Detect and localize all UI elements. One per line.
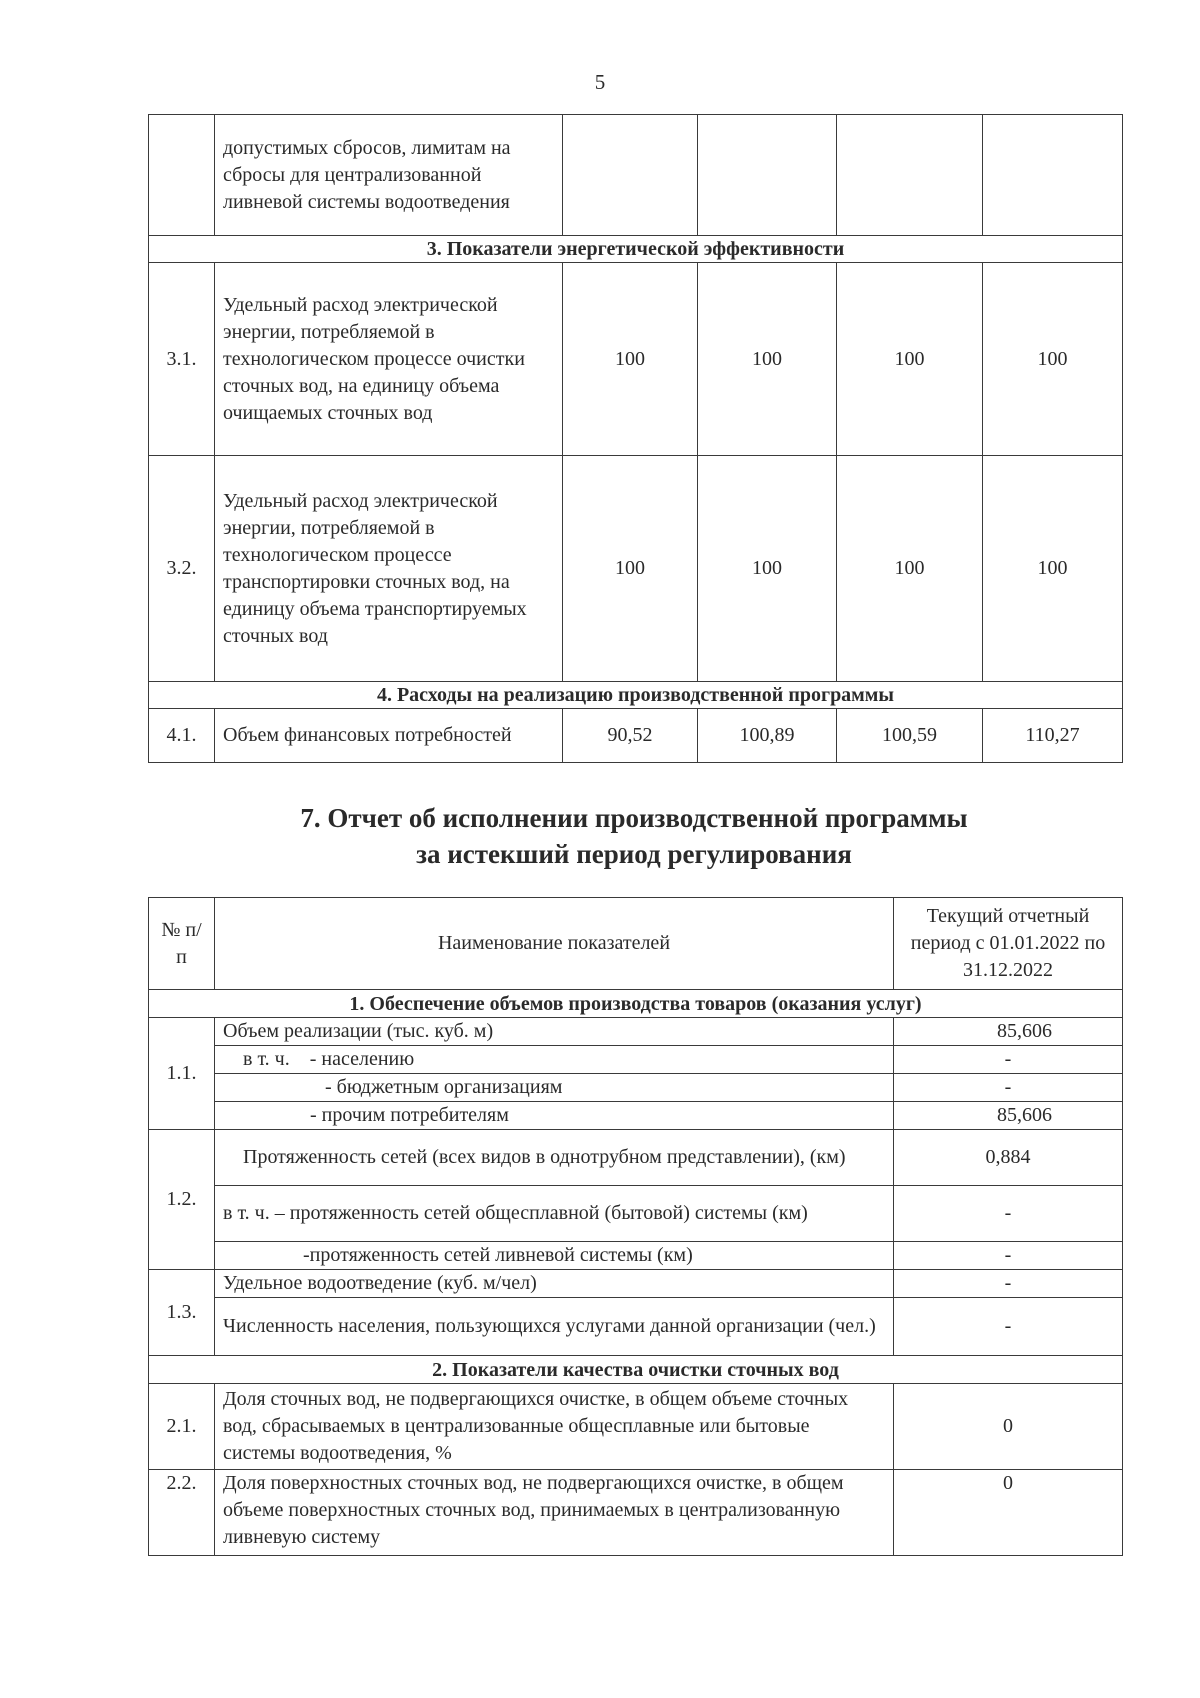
row-number-cell: 1.2. xyxy=(149,1130,215,1270)
section-row xyxy=(149,1356,1123,1384)
prefix-text: в т. ч. xyxy=(243,1048,290,1070)
value-cell: 100 xyxy=(837,263,983,456)
row-number-cell: 3.1. xyxy=(149,263,215,456)
section-1-title: 1. Обеспечение объемов производства товаров (оказания услуг) xyxy=(149,990,1123,1018)
value-cell: 100 xyxy=(837,456,983,682)
table-row xyxy=(149,1186,1123,1242)
table-row xyxy=(149,1470,1123,1556)
value-cell: 90,52 xyxy=(563,709,698,763)
section-row xyxy=(149,682,1123,709)
indicator-name-cell: Удельный расход электрической энергии, потребляемой в технологическом процессе очистки сточных вод, на единицу объема очищаемых сточных вод xyxy=(215,263,563,456)
row-number-cell xyxy=(149,115,215,236)
indicator-name-cell: Доля сточных вод, не подвергающихся очистке, в общем объеме сточных вод, сбрасываемых в централизованные общесплавные или бытовые системы водоотведения, % xyxy=(215,1384,894,1470)
header-row xyxy=(149,898,1123,990)
value-cell: 110,27 xyxy=(983,709,1123,763)
table-row xyxy=(149,1298,1123,1356)
heading-line-2: за истекший период регулирования xyxy=(416,839,852,869)
indicator-name-cell: Удельный расход электрической энергии, потребляемой в технологическом процессе транспортировки сточных вод, на единицу объема транспортируемых сточных вод xyxy=(215,456,563,682)
header-period: Текущий отчетный период с 01.01.2022 по 31.12.2022 xyxy=(894,898,1123,990)
value-cell: 0 xyxy=(894,1470,1123,1556)
row-number-cell: 2.1. xyxy=(149,1384,215,1470)
row-number-cell: 1.3. xyxy=(149,1270,215,1356)
program-report-table xyxy=(148,897,1123,1556)
value-cell: 0,884 xyxy=(894,1130,1123,1186)
indicator-name-cell: Удельное водоотведение (куб. м/чел) xyxy=(215,1270,894,1298)
indicator-name-cell: - бюджетным организациям xyxy=(215,1074,894,1102)
section-row xyxy=(149,990,1123,1018)
name-text: - населению xyxy=(309,1048,415,1070)
row-number-cell: 3.2. xyxy=(149,456,215,682)
table-row xyxy=(149,1018,1123,1046)
value-cell: 100 xyxy=(983,263,1123,456)
value-cell xyxy=(837,115,983,236)
value-cell: 100 xyxy=(983,456,1123,682)
table-row xyxy=(149,1074,1123,1102)
value-cell xyxy=(563,115,698,236)
value-cell: - xyxy=(894,1186,1123,1242)
indicator-name-cell: Численность населения, пользующихся услугами данной организации (чел.) xyxy=(215,1298,894,1356)
value-cell: 85,606 xyxy=(894,1018,1123,1046)
indicator-name-cell: Объем финансовых потребностей xyxy=(215,709,563,763)
value-cell: - xyxy=(894,1046,1123,1074)
section-row xyxy=(149,236,1123,263)
row-number-cell: 2.2. xyxy=(149,1470,215,1556)
table-row xyxy=(149,1046,1123,1074)
table-row xyxy=(149,1130,1123,1186)
indicator-name-cell: - прочим потребителям xyxy=(215,1102,894,1130)
value-cell: 100,59 xyxy=(837,709,983,763)
value-cell: - xyxy=(894,1242,1123,1270)
value-cell: 100 xyxy=(698,263,837,456)
indicator-name-cell: -протяженность сетей ливневой системы (км) xyxy=(215,1242,894,1270)
table-row xyxy=(149,1384,1123,1470)
value-cell: 100,89 xyxy=(698,709,837,763)
indicator-name-cell: Протяженность сетей (всех видов в однотрубном представлении), (км) xyxy=(215,1130,894,1186)
table-row xyxy=(149,1102,1123,1130)
value-cell: - xyxy=(894,1298,1123,1356)
value-cell xyxy=(983,115,1123,236)
indicator-name-cell: Доля поверхностных сточных вод, не подвергающихся очистке, в общем объеме поверхностных сточных вод, принимаемых в централизованную ливневую систему xyxy=(215,1470,894,1556)
section-4-title: 4. Расходы на реализацию производственной программы xyxy=(149,682,1123,709)
section-7-heading xyxy=(0,800,1200,872)
table-row xyxy=(149,263,1123,456)
value-cell: - xyxy=(894,1074,1123,1102)
value-cell xyxy=(698,115,837,236)
indicator-name-cell: Объем реализации (тыс. куб. м) xyxy=(215,1018,894,1046)
table-row xyxy=(149,1270,1123,1298)
table-row xyxy=(149,115,1123,236)
row-number-cell: 4.1. xyxy=(149,709,215,763)
indicator-name-cell: в т. ч. – протяженность сетей общесплавной (бытовой) системы (км) xyxy=(215,1186,894,1242)
header-number: № п/п xyxy=(149,898,215,990)
heading-line-1: 7. Отчет об исполнении производственной программы xyxy=(300,803,968,833)
section-2-title: 2. Показатели качества очистки сточных вод xyxy=(149,1356,1123,1384)
indicator-name-cell: допустимых сбросов, лимитам на сбросы для централизованной ливневой системы водоотведения xyxy=(215,115,563,236)
row-number-cell: 1.1. xyxy=(149,1018,215,1130)
table-row xyxy=(149,709,1123,763)
section-3-title: 3. Показатели энергетической эффективности xyxy=(149,236,1123,263)
value-cell: 100 xyxy=(563,263,698,456)
value-cell: 85,606 xyxy=(894,1102,1123,1130)
value-cell: 100 xyxy=(698,456,837,682)
value-cell: - xyxy=(894,1270,1123,1298)
table-row xyxy=(149,456,1123,682)
value-cell: 100 xyxy=(563,456,698,682)
table-row xyxy=(149,1242,1123,1270)
header-name: Наименование показателей xyxy=(215,898,894,990)
indicators-table-continued xyxy=(148,114,1123,763)
value-cell: 0 xyxy=(894,1384,1123,1470)
page-number: 5 xyxy=(594,70,606,94)
indicator-name-cell xyxy=(215,1046,894,1074)
